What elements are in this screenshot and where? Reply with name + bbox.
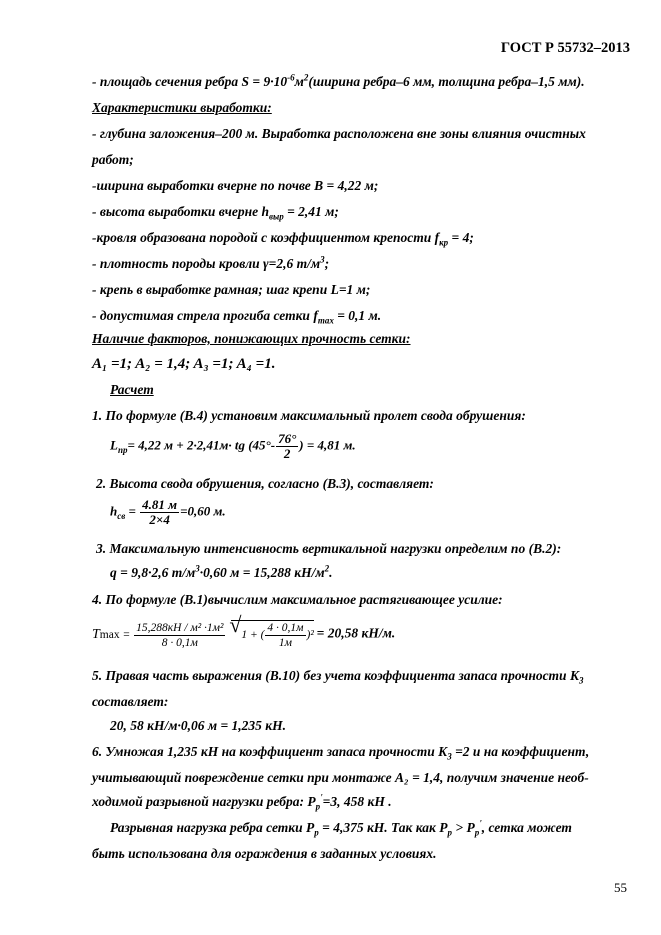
step-4-text: 4. По формуле (В.1)вычислим максимальное растягивающее усилие: bbox=[92, 592, 503, 607]
formula-arch-height: $h_{св}$ = $\frac{4.81 м}{2\times 4}$ =0,60 м. bbox=[110, 497, 226, 527]
step-6-text-end: ходимой разрывной нагрузки ребра: $P_p'=3$, 458 кН . bbox=[92, 792, 392, 812]
page-number: 55 bbox=[614, 880, 627, 895]
support-line: - крепь в выработке рамная; шаг крепи L=1 м; bbox=[92, 282, 371, 297]
formula-right-part: 20, 58 кН/м·0,06 м = 1,235 кН. bbox=[110, 718, 287, 733]
section-heading-calc: Расчет bbox=[110, 382, 154, 397]
height-line: - высота выработки вчерне $h_{выр} = 2,41$ м; bbox=[92, 204, 339, 222]
rib-section-line: - площадь сечения ребра $S = 9\cdot 10^{-6}м^2(ширина$ ребра–6 мм, толщина ребра–1,5 мм). bbox=[92, 72, 585, 89]
section-heading-workings: Характеристики выработки: bbox=[92, 100, 272, 115]
step-2-text: 2. Высота свода обрушения, согласно (В.3), составляет: bbox=[96, 476, 434, 491]
step-5-text-cont: составляет: bbox=[92, 694, 169, 709]
conclusion-line-1: Разрывная нагрузка ребра сетки $P_p = 4,375$ кН. Так как $P_p > P_p'$, сетка может bbox=[110, 818, 572, 838]
roof-line: -кровля образована породой с коэффициентом крепости $f_{кр} = 4$; bbox=[92, 230, 474, 248]
step-6-text: 6. Умножая 1,235 кН на коэффициент запаса прочности $K_3 =2$ и на коэффициент, bbox=[92, 744, 590, 762]
depth-line-cont: работ; bbox=[92, 152, 134, 167]
step-3-text: 3. Максимальную интенсивность вертикальной нагрузки определим по (В.2): bbox=[96, 541, 562, 556]
document-header: ГОСТ Р 55732–2013 bbox=[500, 40, 630, 56]
step-5-text: 5. Правая часть выражения (В.10) без учета коэффициента запаса прочности $K_3$ bbox=[92, 668, 584, 686]
conclusion-line-2: быть использована для ограждения в заданных условиях. bbox=[92, 846, 437, 861]
density-line: - плотность породы кровли γ=2,6 $т/м^3$; bbox=[92, 254, 330, 271]
width-line: -ширина выработки вчерне по почве B = 4,22 м; bbox=[92, 178, 379, 193]
formula-load: q = 9,8·2,6 $т/м^3\cdot 0,60$ м = 15,288 $кН/м^2$. bbox=[110, 563, 333, 580]
step-6-text-cont: учитывающий повреждение сетки при монтаже A₂ = 1,4, получим значение необ- bbox=[92, 770, 589, 785]
step-1-text: 1. По формуле (В.4) установим максимальный пролет свода обрушения: bbox=[92, 408, 526, 423]
deflection-line: - допустимая стрела прогиба сетки $f_{max} = 0,1$ м. bbox=[92, 308, 382, 326]
factors-values: A₁ =1; A₂ = 1,4; A₃ =1; A₄ =1. bbox=[92, 356, 276, 372]
section-heading-factors: Наличие факторов, понижающих прочность сетки: bbox=[92, 331, 411, 346]
formula-max-tension: Tmax = $\frac{\text{15,288кН / м² ·1м²}}{8 \cdot 0,1м}$ √ 1 + ( $\frac{4 \cdot 0,1м}{1м}$ )² = 20,58 кН/м. bbox=[92, 620, 395, 650]
depth-line: - глубина заложения–200 м. Выработка расположена вне зоны влияния очистных bbox=[92, 126, 586, 141]
formula-span: $L_{пр}= 4,22$ м + 2·2,41м· tg (45°- $\frac{76^\circ}{2}$ ) = 4,81 м. bbox=[110, 431, 356, 461]
